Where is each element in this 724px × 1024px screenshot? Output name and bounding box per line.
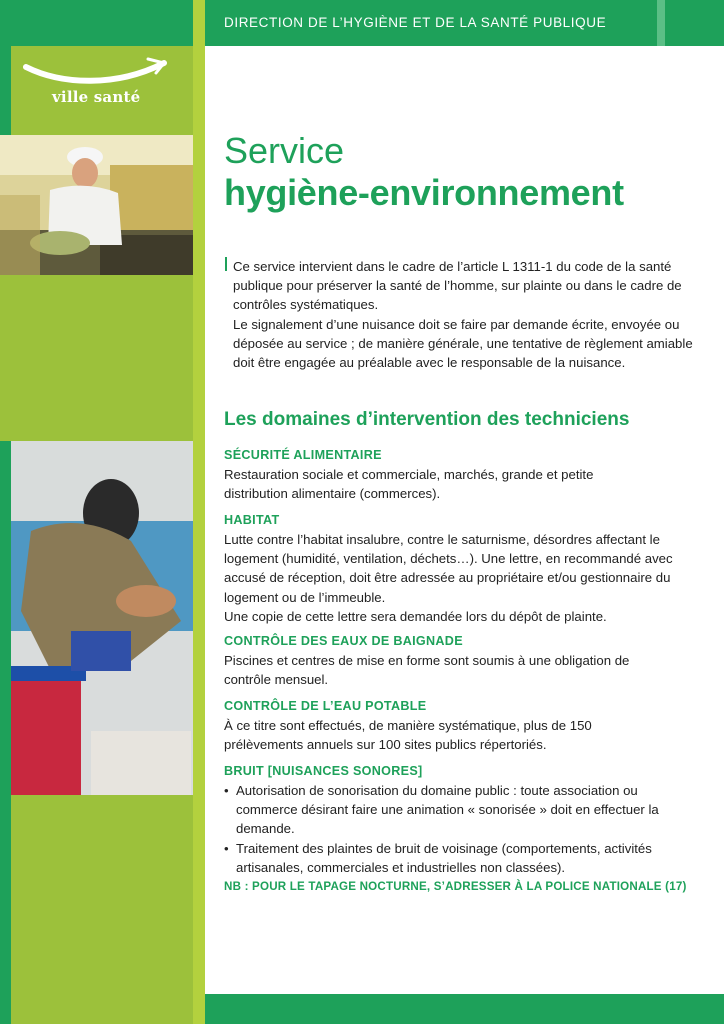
section-heading: Les domaines d’intervention des techniciens	[224, 409, 630, 430]
sidebar-strip-green-bottom	[0, 441, 11, 1024]
technician-photo	[11, 441, 193, 795]
logo-text: ville santé	[52, 88, 141, 106]
intro-marker	[225, 257, 227, 271]
footer-bar	[205, 994, 724, 1024]
header-tab-accent	[657, 0, 665, 46]
section-text: Piscines et centres de mise en forme sont soumis à une obligation de contrôle mensuel.	[224, 653, 630, 688]
nb-note: NB : POUR LE TAPAGE NOCTURNE, S’ADRESSER À LA POLICE NATIONALE (17)	[224, 880, 687, 893]
section-text: Restauration sociale et commerciale, marchés, grande et petite distribution alimentaire (commerces).	[224, 467, 594, 502]
section-securite-alimentaire	[224, 447, 709, 503]
section-title: HABITAT	[224, 513, 280, 527]
bullet-list	[224, 781, 674, 877]
section-title: BRUIT [NUISANCES SONORES]	[224, 764, 423, 778]
section-title: CONTRÔLE DE L’EAU POTABLE	[224, 699, 427, 713]
section-text: Lutte contre l’habitat insalubre, contre le saturnisme, désordres affectant le logement (humidité, ventilation, déchets…). Une lettre, en recommandé avec accusé de réception, doit être adressée au propriétaire et/ou gestionnaire du logement ou de l’immeuble.	[224, 532, 673, 605]
intro-paragraph-1: Ce service intervient dans le cadre de l’article L 1311-1 du code de la santé publique pour préserver la santé de l’homme, sur plainte ou dans le cadre de contrôles systématiques.	[233, 259, 682, 313]
section-title: CONTRÔLE DES EAUX DE BAIGNADE	[224, 634, 463, 648]
list-item: • Autorisation de sonorisation du domaine public : toute association ou commerce désirant faire une animation « sonorisée » doit en effectuer la demande.	[224, 783, 659, 837]
section-eaux-baignade	[224, 633, 709, 689]
section-text: À ce titre sont effectués, de manière systématique, plus de 150 prélèvements annuels sur 100 sites publics répertoriés.	[224, 718, 592, 753]
intro-paragraph-2: Le signalement d’une nuisance doit se faire par demande écrite, envoyée ou déposée au service ; de manière générale, une tentative de règlement amiable doit être engagée au préalable avec le responsable de la nuisance.	[233, 316, 693, 371]
section-text-2: Une copie de cette lettre sera demandée lors du dépôt de plainte.	[224, 608, 607, 624]
header-title: DIRECTION DE L’HYGIÈNE ET DE LA SANTÉ PUBLIQUE	[224, 15, 607, 30]
section-bruit	[224, 763, 709, 877]
sidebar-strip-lime	[193, 0, 205, 1024]
list-item: • Traitement des plaintes de bruit de voisinage (comportements, activités artisanales, commerciales et industrielles non classées).	[224, 840, 652, 875]
intro-text	[233, 257, 713, 372]
sidebar-top-block	[0, 0, 193, 46]
chef-photo	[0, 135, 193, 275]
page-title-line1: Service	[224, 130, 345, 171]
section-habitat	[224, 512, 709, 626]
page-title-line2: hygiène-environnement	[224, 172, 624, 213]
section-title: SÉCURITÉ ALIMENTAIRE	[224, 448, 382, 462]
section-eau-potable	[224, 698, 709, 754]
ville-sante-logo	[22, 55, 172, 115]
sidebar-strip-green-top	[0, 0, 11, 135]
